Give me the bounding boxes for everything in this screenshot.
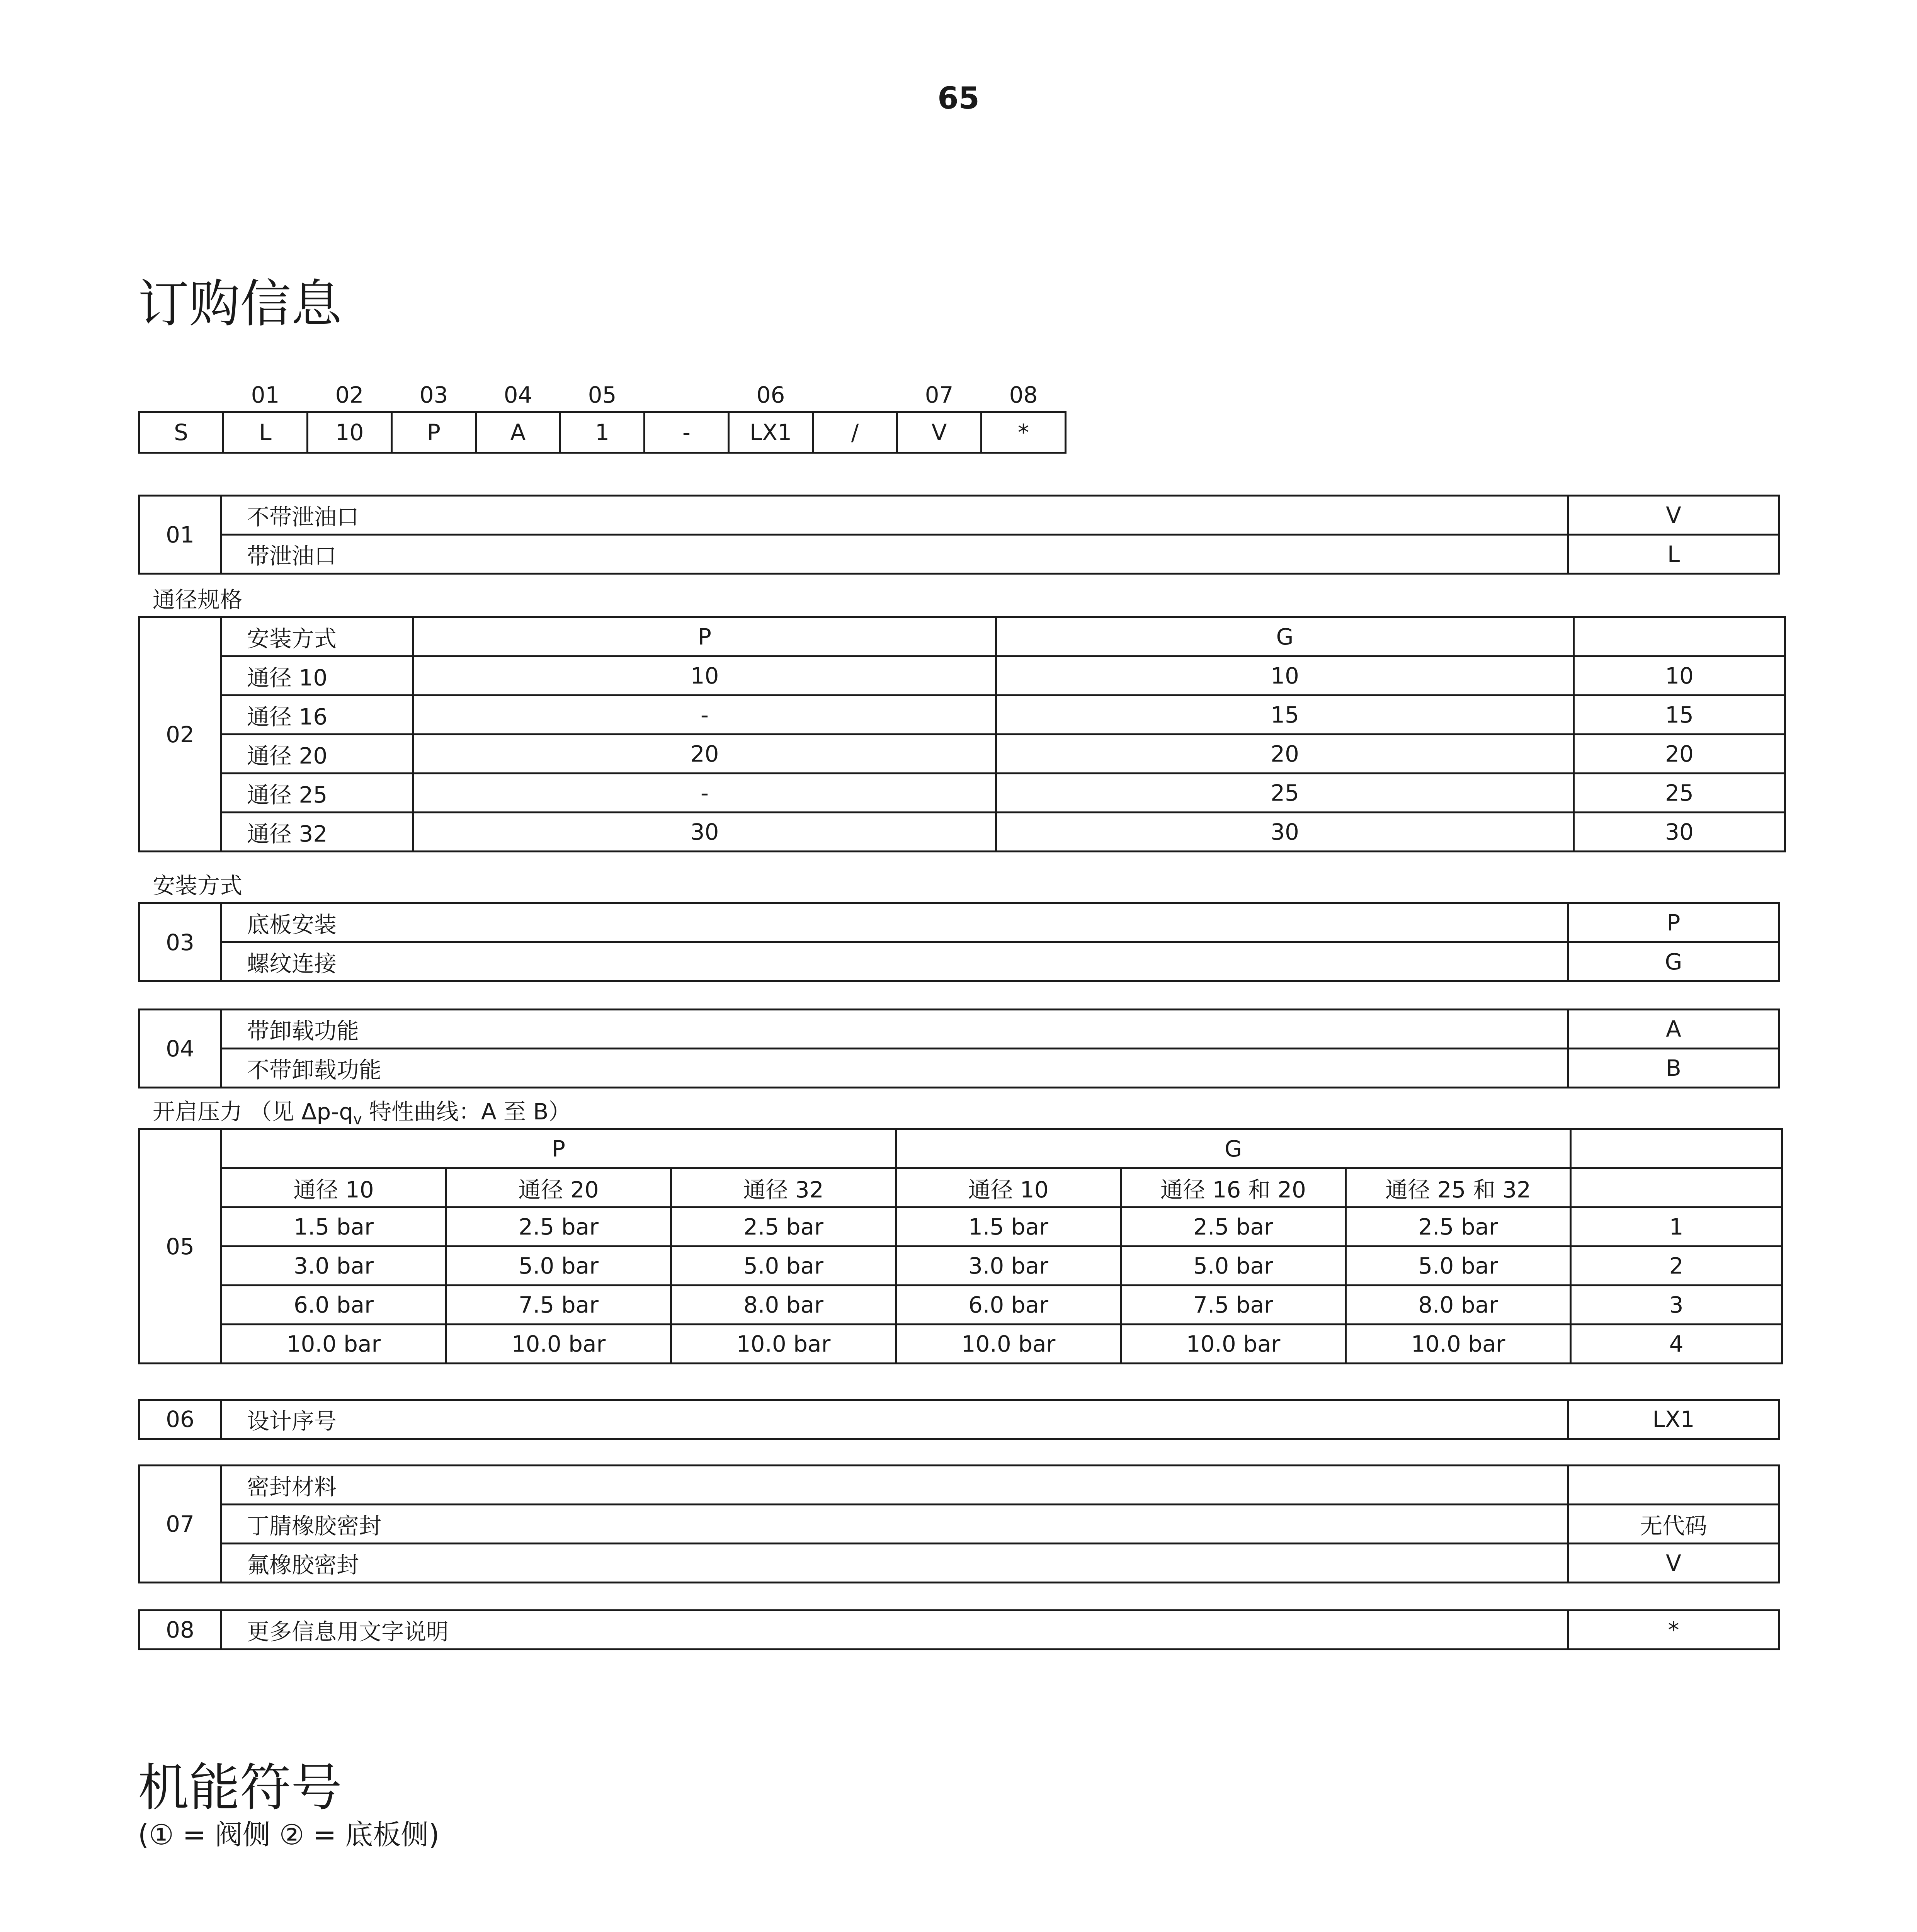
table-row [139,1611,1779,1650]
row-code: 10 [1574,656,1785,696]
section-number: 04 [139,1010,221,1088]
row-code: L [1568,535,1779,574]
cell-g: 15 [996,696,1574,735]
order-code-value: P [392,412,476,453]
row-code: * [1568,1611,1779,1650]
column-header: 通径 25 和 32 [1346,1168,1571,1208]
order-code-value: LX1 [729,412,813,453]
column-header [1574,617,1785,656]
table-cell: 5.0 bar [671,1247,896,1286]
section-number: 05 [139,1129,221,1364]
row-code: 15 [1574,696,1785,735]
column-header: 通径 32 [671,1168,896,1208]
table-row [139,735,1785,774]
order-code-value: 1 [560,412,645,453]
column-header: 通径 10 [896,1168,1121,1208]
order-code-values [139,412,1066,453]
cell-p: 10 [413,656,996,696]
page-number: 65 [937,81,980,116]
row-code: 2 [1571,1247,1782,1286]
symbols-title: 机能符号 [138,1758,342,1818]
table-cell: 7.5 bar [1121,1286,1346,1325]
table-row [139,1208,1782,1247]
table-cell: 5.0 bar [1121,1247,1346,1286]
caption-text: 开启压力 （见 Δp-q [153,1099,354,1125]
table-row [139,1400,1779,1439]
row-label: 通径 10 [221,656,413,696]
table-cell: 3.0 bar [221,1247,446,1286]
section-number: 01 [139,496,221,574]
row-label: 氟橡胶密封 [221,1544,1568,1583]
table-cell: 5.0 bar [1346,1247,1571,1286]
symbols-note: (① = 阀侧 ② = 底板侧) [138,1818,440,1851]
row-label: 丁腈橡胶密封 [221,1505,1568,1544]
table-header-row [139,617,1785,656]
table-cell: 6.0 bar [221,1286,446,1325]
column-header [1568,1466,1779,1505]
row-label: 底板安装 [221,903,1568,942]
table-cell: 1.5 bar [221,1208,446,1247]
cell-p: 20 [413,735,996,774]
order-code-value: A [476,412,560,453]
order-code-position: 07 [925,382,954,408]
order-code-position: 08 [1009,382,1038,408]
table-row [139,1049,1779,1088]
row-code: B [1568,1049,1779,1088]
table-cell: 1.5 bar [896,1208,1121,1247]
cell-p: - [413,774,996,813]
group-header-g: G [896,1129,1571,1168]
section-02-table [138,616,1786,852]
table-header-row [139,1168,1782,1208]
column-header [1571,1129,1782,1168]
table-row [139,1505,1779,1544]
section-05-table [138,1128,1783,1364]
table-row [139,1247,1782,1286]
row-label: 通径 16 [221,696,413,735]
row-code: 1 [1571,1208,1782,1247]
order-code-table [138,371,1067,454]
row-code: 无代码 [1568,1505,1779,1544]
section-02-caption: 通径规格 [153,587,243,613]
column-header: 密封材料 [221,1466,1568,1505]
cell-p: - [413,696,996,735]
table-row [139,696,1785,735]
row-code: LX1 [1568,1400,1779,1439]
table-cell: 8.0 bar [1346,1286,1571,1325]
row-code: 25 [1574,774,1785,813]
row-code: 4 [1571,1325,1782,1364]
table-row [139,903,1779,942]
table-cell: 2.5 bar [1121,1208,1346,1247]
table-row [139,656,1785,696]
order-code-value: / [813,412,897,453]
table-cell: 2.5 bar [1346,1208,1571,1247]
table-row [139,1544,1779,1583]
row-label: 通径 32 [221,813,413,852]
table-cell: 2.5 bar [446,1208,671,1247]
table-row [139,1325,1782,1364]
row-code: G [1568,942,1779,981]
order-code-position: 03 [419,382,448,408]
order-code-position: 04 [503,382,532,408]
order-code-position: 01 [251,382,280,408]
row-label: 不带泄油口 [221,496,1568,535]
row-label: 带卸载功能 [221,1010,1568,1049]
table-cell: 2.5 bar [671,1208,896,1247]
row-label: 带泄油口 [221,535,1568,574]
row-label: 设计序号 [221,1400,1568,1439]
order-code-value: V [897,412,981,453]
order-code-position: 06 [756,382,785,408]
row-label: 通径 25 [221,774,413,813]
ordering-title: 订购信息 [138,274,342,334]
cell-g: 10 [996,656,1574,696]
section-04-table [138,1009,1780,1088]
caption-text: 特性曲线：A 至 B） [362,1099,571,1125]
table-cell: 10.0 bar [896,1325,1121,1364]
column-header: G [996,617,1574,656]
column-header: P [413,617,996,656]
cell-g: 20 [996,735,1574,774]
section-03-table [138,902,1780,982]
table-cell: 10.0 bar [671,1325,896,1364]
section-03-caption: 安装方式 [153,872,243,899]
table-row [139,942,1779,981]
table-cell: 8.0 bar [671,1286,896,1325]
table-cell: 6.0 bar [896,1286,1121,1325]
column-header [1571,1168,1782,1208]
order-code-value: L [223,412,308,453]
column-header: 通径 16 和 20 [1121,1168,1346,1208]
table-cell: 5.0 bar [446,1247,671,1286]
table-cell: 10.0 bar [221,1325,446,1364]
table-row [139,813,1785,852]
order-code-value: - [645,412,729,453]
table-row [139,1010,1779,1049]
order-code-value: 10 [308,412,392,453]
order-code-value: S [139,412,223,453]
table-cell: 10.0 bar [1121,1325,1346,1364]
order-code-position [813,371,897,412]
section-number: 06 [139,1400,221,1439]
table-cell: 3.0 bar [896,1247,1121,1286]
row-code: 20 [1574,735,1785,774]
table-cell: 7.5 bar [446,1286,671,1325]
row-code: 3 [1571,1286,1782,1325]
order-code-position: 02 [335,382,364,408]
table-row [139,496,1779,535]
table-cell: 10.0 bar [1346,1325,1571,1364]
table-row [139,535,1779,574]
row-code: V [1568,1544,1779,1583]
group-header-p: P [221,1129,896,1168]
column-header: 通径 10 [221,1168,446,1208]
row-code: 30 [1574,813,1785,852]
order-code-positions [139,371,1066,412]
row-code: A [1568,1010,1779,1049]
section-number: 02 [139,617,221,852]
section-06-table [138,1399,1780,1440]
cell-p: 30 [413,813,996,852]
order-code-position [139,371,223,412]
section-07-table [138,1464,1780,1583]
cell-g: 25 [996,774,1574,813]
section-number: 08 [139,1611,221,1650]
table-cell: 10.0 bar [446,1325,671,1364]
section-08-table [138,1609,1780,1650]
column-header: 安装方式 [221,617,413,656]
order-code-value: * [981,412,1066,453]
section-05-caption [153,1094,571,1128]
table-header-row [139,1129,1782,1168]
row-label: 螺纹连接 [221,942,1568,981]
table-row [139,1286,1782,1325]
order-code-position: 05 [588,382,617,408]
row-code: V [1568,496,1779,535]
cell-g: 30 [996,813,1574,852]
row-label: 通径 20 [221,735,413,774]
row-label: 不带卸载功能 [221,1049,1568,1088]
order-code-position [645,371,729,412]
table-row [139,774,1785,813]
section-01-table [138,495,1780,575]
table-header-row [139,1466,1779,1505]
caption-subscript: v [353,1111,362,1128]
section-number: 07 [139,1466,221,1583]
row-label: 更多信息用文字说明 [221,1611,1568,1650]
column-header: 通径 20 [446,1168,671,1208]
section-number: 03 [139,903,221,981]
row-code: P [1568,903,1779,942]
